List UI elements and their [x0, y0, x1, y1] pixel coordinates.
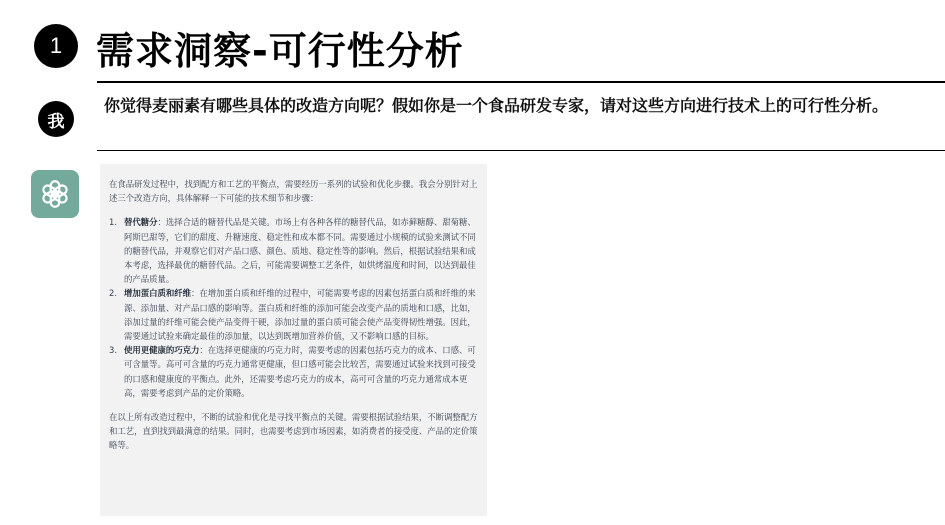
user-avatar-label: 我 — [47, 111, 65, 132]
list-item-heading: 增加蛋白质和纤维 — [124, 288, 191, 299]
question-divider — [97, 150, 945, 151]
list-item-body: ：在选择更健康的巧克力时，需要考虑的因素包括巧克力的成本、口感、可可含量等。高可可含量的巧克力通常更健康，但口感可能会比较苦，需要通过试验来找到可接受的口感和健康度的平衡点。此外，还需要考虑巧克力的成本，高可可含量的巧克力通常成本更高，需要考虑到产品的定价策略。 — [124, 345, 476, 398]
list-item — [109, 343, 479, 400]
assistant-avatar — [31, 170, 79, 218]
list-item-heading: 替代糖分 — [124, 217, 158, 228]
answer-list — [109, 215, 479, 400]
title-divider — [97, 81, 945, 83]
user-avatar — [38, 101, 74, 137]
list-item-index: 2. — [109, 288, 117, 299]
list-item-body: ：选择合适的糖替代品是关键。市场上有各种各样的糖替代品，如赤藓糖醇、甜菊糖、阿斯巴甜等，它们的甜度、升糖速度、稳定性和成本都不同。需要通过小规模的试验来测试不同的糖替代品，并观察它们对产品口感、颜色、质地、稳定性等的影响。然后，根据试验结果和成本考虑，选择最优的糖替代品。之后，可能需要调整工艺条件，如烘烤温度和时间，以达到最佳的产品质量。 — [124, 217, 476, 285]
page-title: 需求洞察-可行性分析 — [96, 29, 464, 73]
openai-logo-icon — [38, 177, 72, 211]
list-item-index: 1. — [109, 217, 117, 228]
user-question: 你觉得麦丽素有哪些具体的改造方向呢？假如你是一个食品研发专家，请对这些方向进行技术上的可行性分析。 — [104, 96, 889, 115]
slide-number: 1 — [49, 33, 63, 58]
list-item-index: 3. — [109, 345, 117, 356]
list-item — [109, 286, 479, 343]
list-item-heading: 使用更健康的巧克力 — [124, 345, 200, 356]
list-item — [109, 215, 479, 286]
list-item-body: ：在增加蛋白质和纤维的过程中，可能需要考虑的因素包括蛋白质和纤维的来源、添加量、对产品口感的影响等。蛋白质和纤维的添加可能会改变产品的质地和口感，比如，添加过量的纤维可能会使产品变得干硬，添加过量的蛋白质可能会使产品变得韧性增强。因此，需要通过试验来确定最佳的添加量，以达到既增加营养价值，又不影响口感的目标。 — [124, 288, 476, 342]
assistant-answer — [100, 164, 487, 516]
answer-conclusion: 在以上所有改造过程中，不断的试验和优化是寻找平衡点的关键。需要根据试验结果，不断调整配方和工艺，直到找到最满意的结果。同时，也需要考虑到市场因素，如消费者的接受度、产品的定价策略等。 — [109, 412, 478, 451]
answer-intro: 在食品研发过程中，找到配方和工艺的平衡点，需要经历一系列的试验和优化步骤。我会分别针对上述三个改造方向，具体解释一下可能的技术细节和步骤： — [109, 179, 478, 204]
slide-number-badge — [34, 24, 78, 68]
